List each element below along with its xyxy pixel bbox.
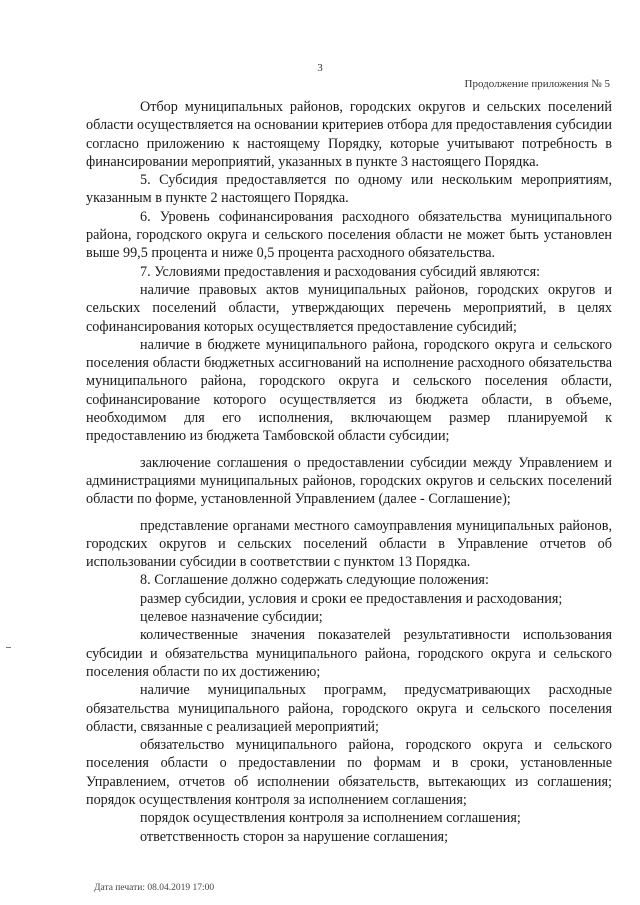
condition-reports: представление органами местного самоуправления муниципальных районов, городских округов и сельских поселений области в Управление отчетов об использовании субсидии в соответствии с пунктом 13 Порядка.: [86, 517, 612, 571]
condition-budget-allocations: наличие в бюджете муниципального района, городского округа и сельского поселения области бюджетных ассигнований на исполнение расходного обязательства муниципального района, городского округа и сельского поселения области, софинансирование которого осуществляется из бюджета области, в объеме, необходимом для его исполнения, включающем размер планируемой к предоставлению из бюджета Тамбовской области субсидии;: [86, 336, 612, 445]
agreement-item-purpose: целевое назначение субсидии;: [140, 609, 323, 626]
agreement-item-control: порядок осуществления контроля за исполнением соглашения;: [140, 810, 521, 827]
paragraph-6: 6. Уровень софинансирования расходного обязательства муниципального района, городского округа и сельского поселения области не может быть установлен выше 99,5 процента и ниже 0,5 процента расходного обязательства.: [86, 208, 612, 262]
agreement-item-programs: наличие муниципальных программ, предусматривающих расходные обязательства муниципального района, городского округа и сельского поселения области, связанные с реализацией мероприятий;: [86, 682, 612, 735]
agreement-item-reporting: обязательство муниципального района, городского округа и сельского поселения области о предоставлении по формам и в сроки, установленные Управлением, отчетов об исполнении обязательств, вытекающих из соглашения; порядок осуществления контроля за исполнением соглашения;: [86, 737, 612, 808]
condition-agreement: заключение соглашения о предоставлении субсидии между Управлением и администрациями муниципальных районов, городских округов и сельских поселений области по форме, установленной Управлением (далее - Соглашение);: [86, 454, 612, 508]
paragraph-selection-criteria: Отбор муниципальных районов, городских округов и сельских поселений области осуществляется на основании критериев отбора для предоставления субсидии согласно приложению к настоящему Порядку, которые учитывают потребность в финансировании мероприятий, указанных в пункте 3 настоящего Порядка.: [86, 99, 612, 170]
paragraph-7: 7. Условиями предоставления и расходования субсидий являются:: [140, 263, 541, 280]
document-body: [86, 98, 612, 846]
condition-legal-acts: наличие правовых актов муниципальных районов, городских округов и сельских поселений области, утверждающих перечень мероприятий, в целях софинансирования которых осуществляется предоставление субсидий;: [86, 281, 612, 335]
paragraph-8: 8. Соглашение должно содержать следующие положения:: [140, 572, 489, 589]
paragraph-5: 5. Субсидия предоставляется по одному или нескольким мероприятиям, указанным в пункте 2 настоящего Порядка.: [86, 172, 612, 207]
agreement-item-liability: ответственность сторон за нарушение соглашения;: [140, 828, 449, 845]
agreement-item-indicators: количественные значения показателей результативности использования субсидии и обязательства муниципального района, городского округа и сельского поселения области по их достижению;: [86, 627, 612, 680]
agreement-item-amount: размер субсидии, условия и сроки ее предоставления и расходования;: [140, 590, 563, 607]
print-date: Дата печати: 08.04.2019 17:00: [94, 883, 215, 893]
page-number: 3: [317, 62, 323, 74]
appendix-note: Продолжение приложения № 5: [464, 78, 610, 90]
margin-mark: [6, 647, 11, 648]
